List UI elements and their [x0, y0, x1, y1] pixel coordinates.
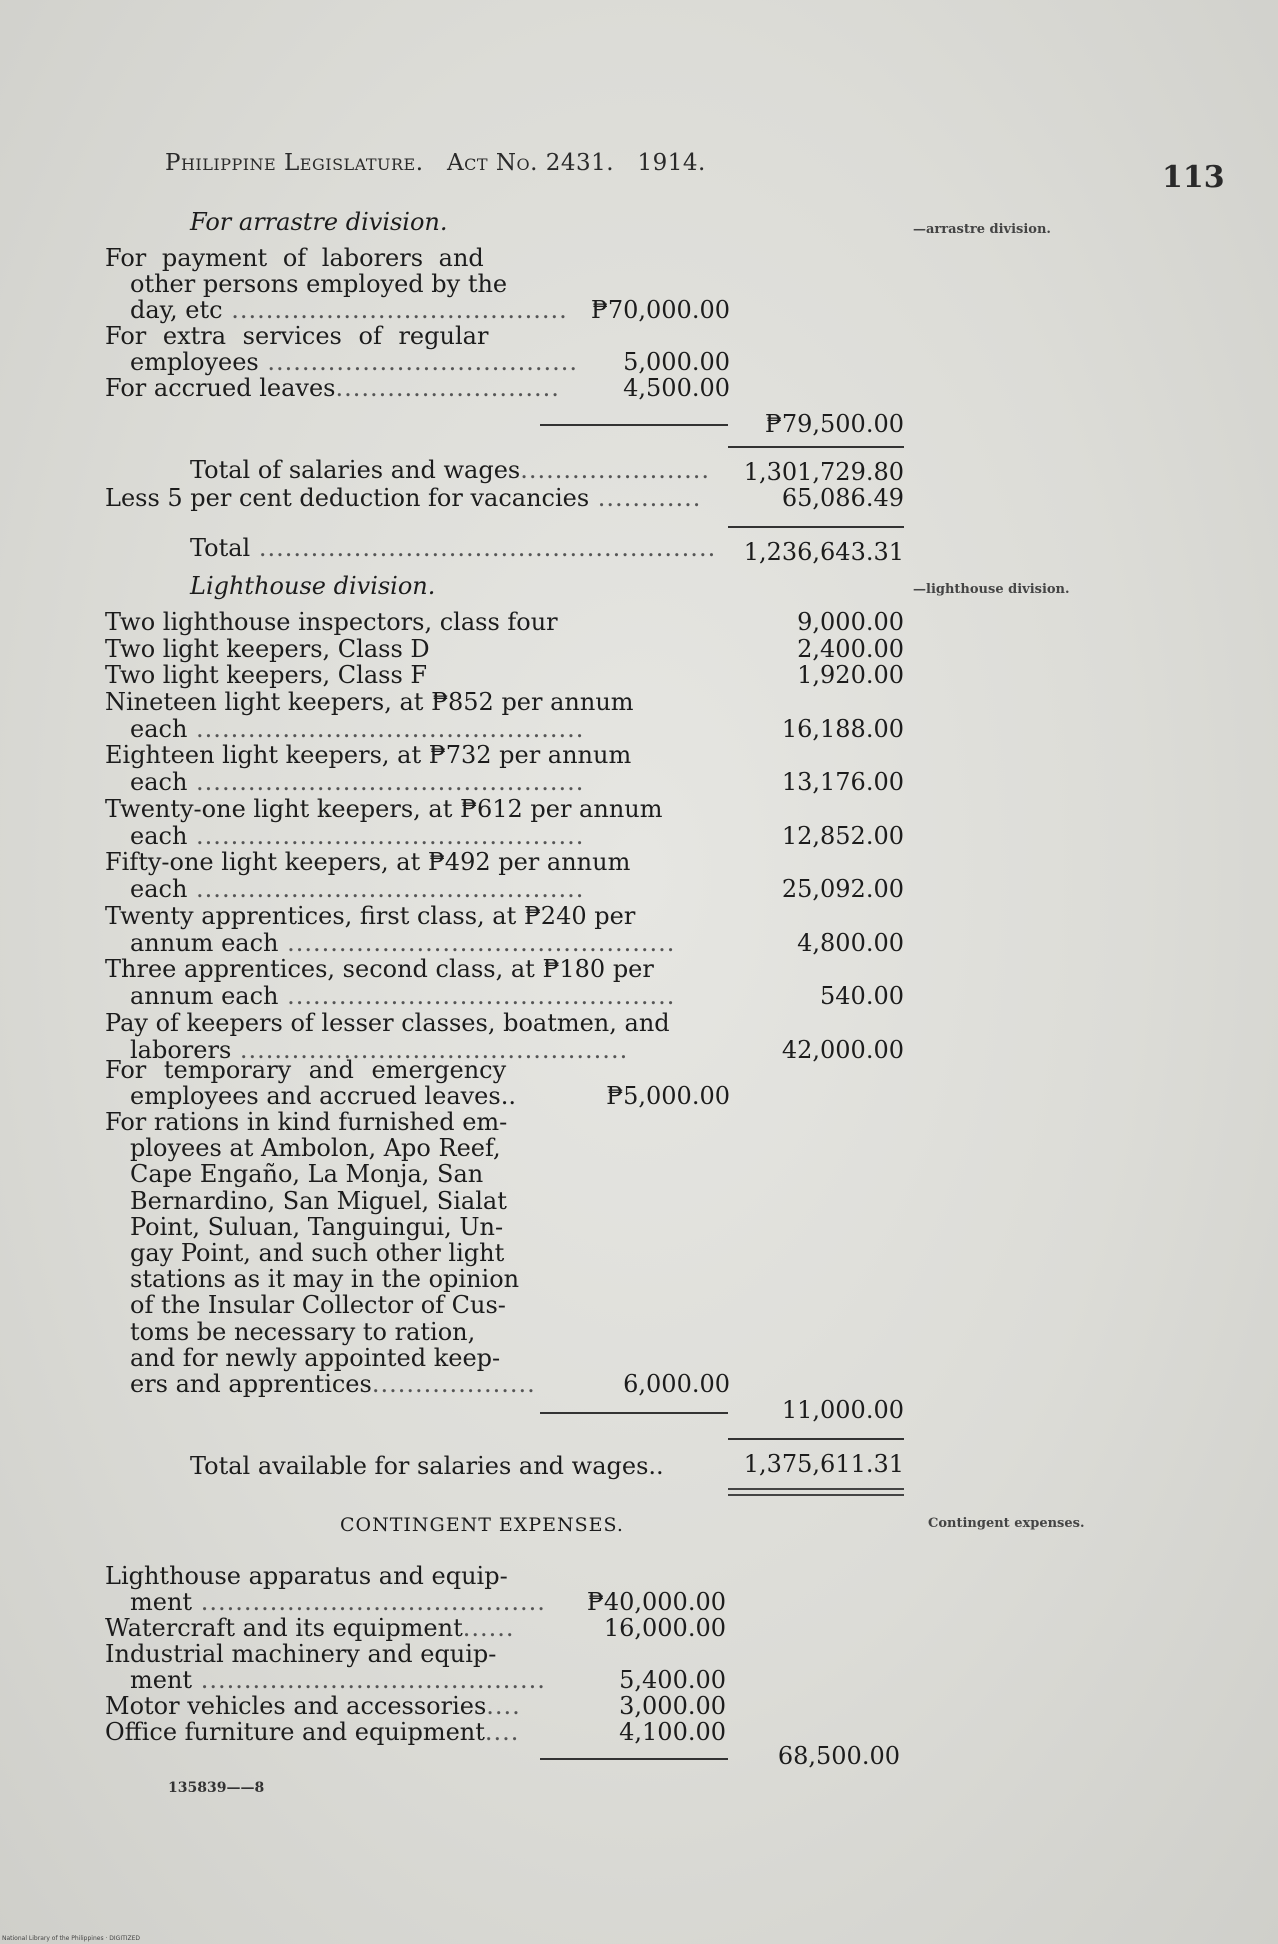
running-header	[165, 150, 706, 176]
motor-line: Motor vehicles and accessories....	[105, 1692, 521, 1720]
watercraft-line: Watercraft and its equipment......	[105, 1614, 515, 1642]
rule-subtotal	[728, 446, 904, 448]
total-label: Total .....................................................	[190, 534, 717, 562]
header-title: Philippine Legislature.	[165, 150, 424, 176]
lighthouse-item-amount: 9,000.00	[797, 608, 904, 636]
arrastre-laborers-line3: day, etc .......................................	[130, 296, 568, 324]
rations-line: Cape Engaño, La Monja, San	[130, 1160, 484, 1189]
lighthouse-item-line1: Nineteen light keepers, at ₱852 per annum	[105, 687, 634, 716]
temporary-line1: For temporary and emergency	[105, 1056, 507, 1084]
temporary-line2: employees and accrued leaves..	[130, 1082, 516, 1110]
lighthouse-item-amount: 16,188.00	[781, 714, 904, 743]
arrastre-extra-line1: For extra services of regular	[105, 322, 489, 350]
lighthouse-item-amount: 25,092.00	[781, 875, 904, 903]
lighthouse-item-amount: 540.00	[820, 982, 904, 1010]
apparatus-line2: ment ........................................	[130, 1588, 546, 1616]
lighthouse-item-amount: 4,800.00	[797, 928, 904, 957]
arrastre-subtotal: ₱79,500.00	[764, 410, 904, 438]
less-vacancies-amount: 65,086.49	[781, 484, 904, 512]
rations-line: Bernardino, San Miguel, Sialat	[130, 1186, 507, 1215]
header-year: 1914.	[637, 150, 706, 176]
lighthouse-item-line1: Fifty-one light keepers, at ₱492 per annum	[105, 848, 631, 876]
office-amount: 4,100.00	[619, 1718, 726, 1746]
total-amount: 1,236,643.31	[743, 538, 904, 566]
arrastre-leaves-amount: 4,500.00	[623, 374, 730, 402]
total-available-label: Total available for salaries and wages..	[190, 1452, 664, 1480]
lighthouse-item-line1: Two light keepers, Class D	[105, 634, 430, 663]
lighthouse-item-amount: 13,176.00	[781, 768, 904, 796]
scan-credit: National Library of the Philippines · DIGITIZED	[2, 1935, 141, 1942]
rule-lighthouse	[540, 1412, 728, 1414]
lighthouse-item-line1: Three apprentices, second class, at ₱180 per	[105, 955, 654, 983]
rations-line: of the Insular Collector of Cus-	[130, 1291, 506, 1320]
rations-line: ployees at Ambolon, Apo Reef,	[130, 1134, 501, 1163]
rule-arrastre	[540, 424, 728, 426]
total-salaries-amount: 1,301,729.80	[743, 458, 904, 486]
header-act: Act No. 2431.	[447, 150, 615, 176]
rations-line: For rations in kind furnished em-	[105, 1108, 508, 1136]
lighthouse-item-line2: each .............................................	[130, 875, 585, 903]
office-line: Office furniture and equipment....	[105, 1718, 520, 1746]
lighthouse-item-line1: Two lighthouse inspectors, class four	[105, 608, 558, 636]
lighthouse-item-line1: Pay of keepers of lesser classes, boatmen, and	[105, 1008, 670, 1037]
lighthouse-item-amount: 12,852.00	[781, 821, 904, 850]
lighthouse-item-line2: laborers .............................................	[130, 1035, 629, 1064]
lighthouse-item-line1: Eighteen light keepers, at ₱732 per annum	[105, 741, 632, 769]
less-vacancies-label: Less 5 per cent deduction for vacancies ............	[105, 484, 702, 512]
arrastre-laborers-line2: other persons employed by the	[130, 270, 508, 298]
arrastre-laborers-amount: ₱70,000.00	[590, 296, 730, 324]
rations-line: Point, Suluan, Tanguingui, Un-	[130, 1212, 504, 1241]
lighthouse-item-line2: each .............................................	[130, 768, 585, 796]
lighthouse-item-line1: Two light keepers, Class F	[105, 661, 428, 689]
contingent-heading: CONTINGENT EXPENSES.	[340, 1514, 624, 1536]
arrastre-extra-amount: 5,000.00	[623, 348, 730, 376]
contingent-subtotal: 68,500.00	[777, 1742, 900, 1770]
page-number: 113	[1162, 160, 1225, 195]
total-available-amount: 1,375,611.31	[743, 1450, 904, 1478]
rule-lighthouse-sub	[728, 1438, 904, 1440]
lighthouse-subtotal: 11,000.00	[781, 1396, 904, 1424]
double-rule	[728, 1488, 904, 1496]
lighthouse-item-line1: Twenty-one light keepers, at ₱612 per annum	[105, 794, 663, 823]
total-salaries-label: Total of salaries and wages......................	[190, 456, 711, 484]
apparatus-line1: Lighthouse apparatus and equip-	[105, 1562, 508, 1590]
lighthouse-item-line2: each .............................................	[130, 714, 585, 743]
industrial-amount: 5,400.00	[619, 1666, 726, 1694]
lighthouse-item-amount: 42,000.00	[781, 1035, 904, 1064]
printer-signature: 135839——8	[168, 1780, 265, 1796]
rations-amount: 6,000.00	[623, 1370, 730, 1398]
arrastre-leaves-line: For accrued leaves..........................	[105, 374, 560, 402]
apparatus-amount: ₱40,000.00	[586, 1588, 726, 1616]
lighthouse-item-line2: each .............................................	[130, 821, 585, 850]
rations-line: toms be necessary to ration,	[130, 1317, 476, 1346]
arrastre-extra-line2: employees ....................................	[130, 348, 579, 376]
rations-last-line: ers and apprentices...................	[130, 1370, 536, 1398]
lighthouse-item-amount: 1,920.00	[797, 661, 904, 689]
lighthouse-item-line1: Twenty apprentices, first class, at ₱240 per	[105, 901, 636, 930]
margin-note-lighthouse: —lighthouse division.	[913, 582, 1070, 597]
lighthouse-item-line2: annum each .............................................	[130, 982, 676, 1010]
temporary-amount: ₱5,000.00	[606, 1082, 730, 1110]
margin-note-arrastre: —arrastre division.	[913, 222, 1051, 237]
lighthouse-heading: Lighthouse division.	[190, 572, 436, 600]
lighthouse-item-amount: 2,400.00	[797, 634, 904, 663]
rations-line: stations as it may in the opinion	[130, 1265, 520, 1294]
industrial-line1: Industrial machinery and equip-	[105, 1640, 497, 1668]
motor-amount: 3,000.00	[619, 1692, 726, 1720]
arrastre-heading: For arrastre division.	[190, 208, 448, 236]
rations-line: gay Point, and such other light	[130, 1239, 505, 1267]
rule-contingent	[540, 1758, 728, 1760]
lighthouse-item-line2: annum each .............................................	[130, 928, 676, 957]
industrial-line2: ment ........................................	[130, 1666, 546, 1694]
rule-total	[728, 526, 904, 528]
watercraft-amount: 16,000.00	[603, 1614, 726, 1642]
margin-note-contingent: Contingent expenses.	[928, 1516, 1085, 1531]
arrastre-laborers-line1: For payment of laborers and	[105, 244, 484, 272]
rations-line: and for newly appointed keep-	[130, 1343, 501, 1372]
